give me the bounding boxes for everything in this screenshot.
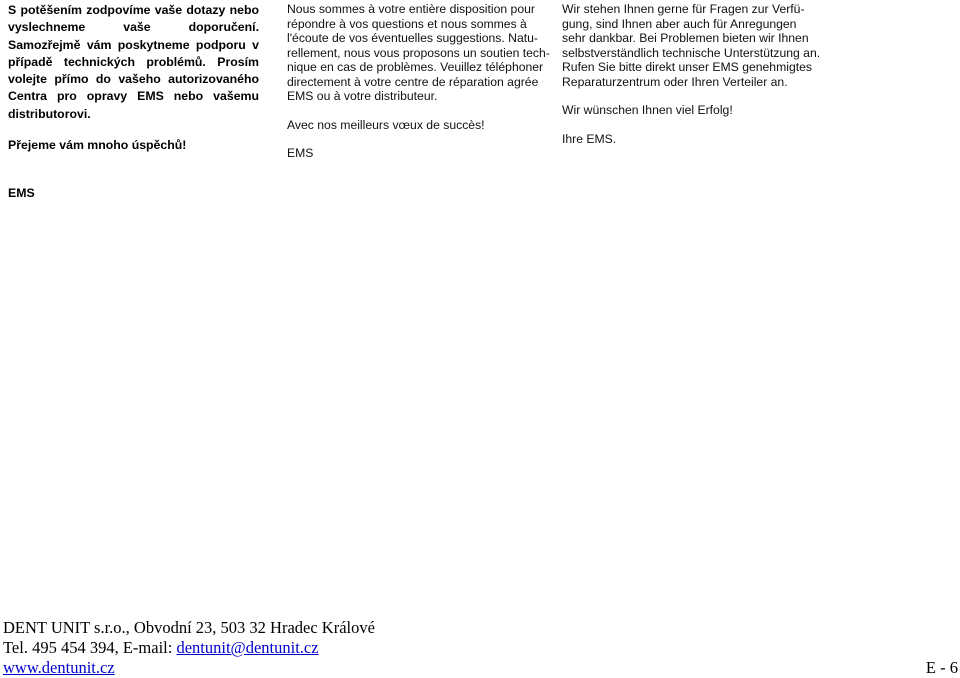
german-column: [562, 2, 821, 146]
french-line: nique en cas de problèmes. Veuillez téléphoner: [287, 60, 544, 74]
french-wishes: Avec nos meilleurs vœux de succès!: [287, 117, 485, 132]
czech-paragraph: S potěšením zodpovíme vaše dotazy nebo vyslechneme vaše doporučení. Samozřejmě vám poskytneme podporu v případě technických problémů. Prosím volejte přímo do vašeho autorizovaného Centra pro opravy EMS nebo vašemu distributorovi.: [8, 3, 259, 121]
german-line: Wir stehen Ihnen gerne für Fragen zur Verfü-: [562, 2, 805, 16]
french-line: Nous sommes à votre entière disposition pour: [287, 2, 535, 16]
german-line: sehr dankbar. Bei Problemen bieten wir Ihnen: [562, 31, 809, 45]
page-number: E - 6: [925, 658, 958, 677]
footer-phone: Tel. 495 454 394, E-mail:: [3, 638, 177, 657]
czech-signature: EMS: [8, 186, 35, 201]
french-line: rellement, nous vous proposons un soutien tech-: [287, 45, 550, 60]
website-link[interactable]: www.dentunit.cz: [3, 658, 115, 677]
french-line: EMS ou à votre distributeur.: [287, 89, 438, 103]
german-wishes: Wir wünschen Ihnen viel Erfolg!: [562, 103, 733, 117]
french-line: l'écoute de vos éventuelles suggestions. Natu-: [287, 31, 538, 45]
footer-contact: [3, 638, 958, 658]
french-line: directement à votre centre de réparation agrée: [287, 74, 539, 89]
page-footer: [3, 618, 958, 678]
french-line: répondre à vos questions et nous sommes à: [287, 16, 527, 31]
french-paragraph: [287, 2, 550, 104]
footer-company: DENT UNIT s.r.o., Obvodní 23, 503 32 Hradec Králové: [3, 618, 375, 637]
czech-column: [8, 2, 259, 203]
french-column: [287, 2, 550, 161]
czech-wishes: Přejeme vám mnoho úspěchů!: [8, 138, 187, 153]
german-line: Rufen Sie bitte direkt unser EMS genehmigtes: [562, 60, 812, 74]
german-signature: Ihre EMS.: [562, 131, 617, 146]
german-line: gung, sind Ihnen aber auch für Anregungen: [562, 16, 797, 31]
footer-website-row: [3, 658, 958, 678]
email-link[interactable]: dentunit@dentunit.cz: [176, 638, 319, 657]
german-line: Reparaturzentrum oder Ihren Verteiler an.: [562, 74, 788, 89]
german-line: selbstverständlich technische Unterstützung an.: [562, 45, 821, 60]
german-paragraph: [562, 2, 821, 89]
french-signature: EMS: [287, 146, 314, 160]
